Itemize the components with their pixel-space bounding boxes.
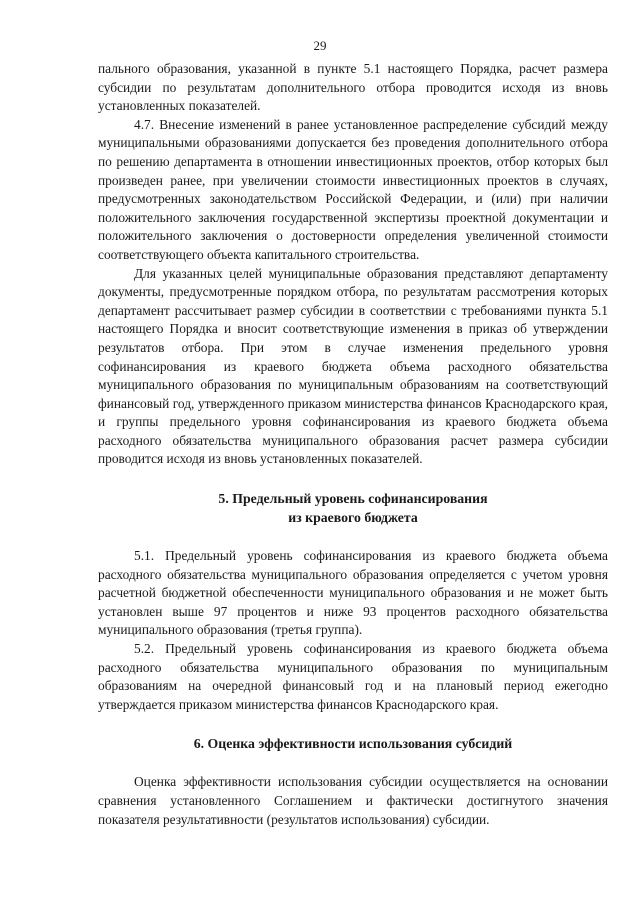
paragraph-5-2: 5.2. Предельный уровень софинансирования из краевого бюджета объема расходного обязательства муниципального образования по муниципальным образованиям на очередной финансовый год и на плановый период ежегодно утверждается приказом министерства финансов Краснодарского края. <box>98 641 608 712</box>
page-content <box>98 60 608 829</box>
paragraph-continuation: пального образования, указанной в пункте 5.1 настоящего Порядка, расчет размера субсидии по результатам дополнительного отбора проводится исходя из вновь установленных показателей. <box>98 61 608 114</box>
paragraph-4-7: 4.7. Внесение изменений в ранее установленное распределение субсидий между муниципальными образованиями допускается без проведения дополнительного отбора по решению департамента в отношении инвестиционных проектов, отбор которых был произведен ранее, при увеличении стоимости инвестиционных проектов в случаях, предусмотренных законодательством Российской Федерации, и (или) при наличии положительного заключения государственной экспертизы проектной документации и положительного заключения о достоверности определения увеличенной стоимости соответствующего объекта капитального строительства. <box>98 116 608 262</box>
spacer <box>98 527 608 547</box>
spacer <box>98 469 608 489</box>
paragraph-purposes: Для указанных целей муниципальные образования представляют департаменту документы, предусмотренные порядком отбора, по результатам рассмотрения которых департамент рассчитывает размер субсидии в соответствии с требованиями пункта 5.1 настоящего Порядка и вносит соответствующие изменения в приказ об утверждении результатов отбора. При этом в случае изменения предельного уровня софинансирования из краевого бюджета объема расходного обязательства муниципального образования по муниципальным образованиям на соответствующий финансовый год, утвержденного приказом министерства финансов Краснодарского края, и группы предельного уровня софинансирования из краевого бюджета объема расходного обязательства муниципального образования расчет размера субсидии проводится исходя из вновь установленных показателей. <box>98 265 608 467</box>
section-5-heading-line-1: 5. Предельный уровень софинансирования <box>218 491 488 507</box>
paragraph-6: Оценка эффективности использования субсидии осуществляется на основании сравнения установленного Соглашением и фактически достигнутого значения показателя результативности (результатов использования) субсидии. <box>98 774 608 827</box>
spacer <box>98 714 608 734</box>
section-6-heading: 6. Оценка эффективности использования субсидий <box>193 736 513 752</box>
spacer <box>98 753 608 773</box>
page-number: 29 <box>313 38 327 53</box>
paragraph-5-1: 5.1. Предельный уровень софинансирования из краевого бюджета объема расходного обязательства муниципального образования определяется с учетом уровня расчетной бюджетной обеспеченности муниципального образования и не может быть установлен выше 97 процентов и ниже 93 процентов расходного обязательства муниципального образования (третья группа). <box>98 548 608 638</box>
section-5-heading-line-2: из краевого бюджета <box>288 510 418 526</box>
